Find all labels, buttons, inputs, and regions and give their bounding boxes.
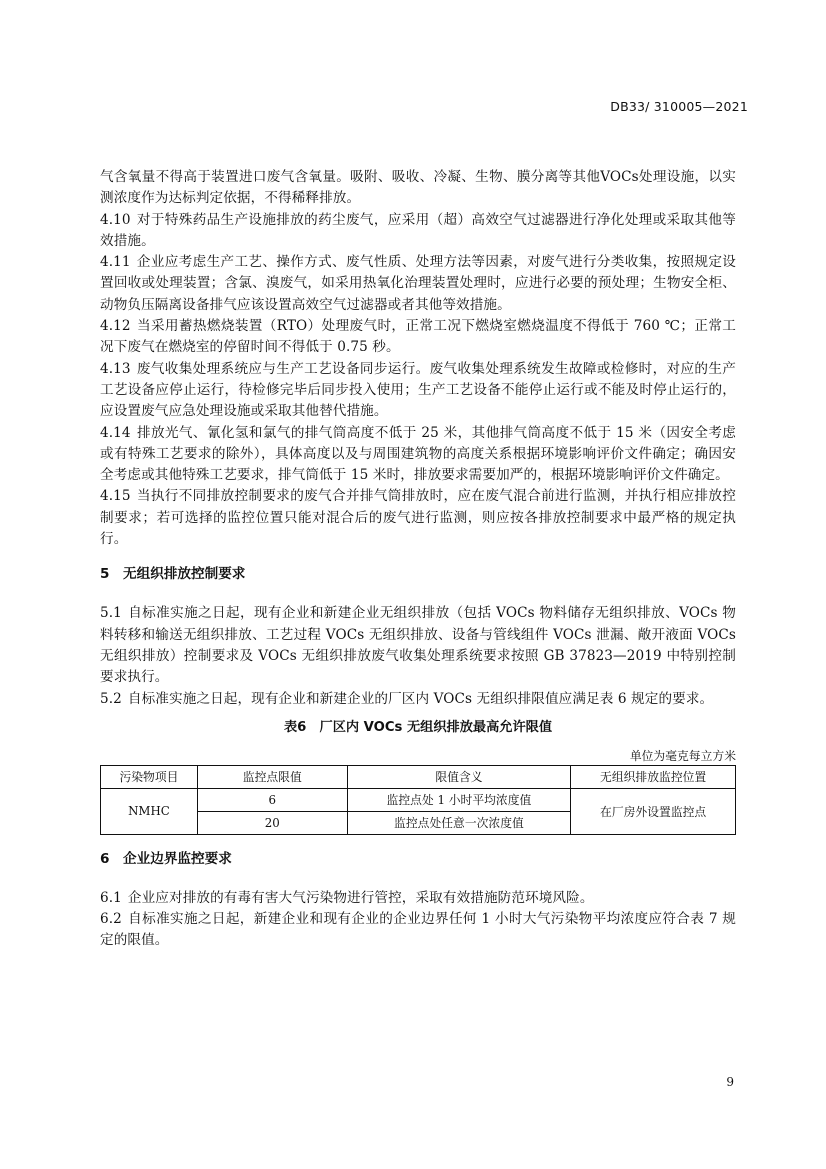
clause-5-1	[100, 603, 736, 688]
header-meaning: 限值含义	[347, 765, 571, 788]
clause-number: 5.2	[100, 690, 122, 707]
clause-4-12	[100, 316, 736, 359]
section-5-heading: 5 无组织排放控制要求	[100, 566, 246, 583]
clause-text: 企业应对排放的有毒有害大气污染物进行管控，采取有效措施防范环境风险。	[127, 889, 594, 906]
paragraph-continuation: 气含氧量不得高于装置进口废气含氧量。吸附、吸收、冷凝、生物、膜分离等其他VOCs处理设施，以实测浓度作为达标判定依据，不得稀释排放。	[100, 169, 736, 207]
cell-limit: 20	[197, 811, 347, 834]
table-6	[100, 765, 736, 835]
table-6-title: 表6 厂区内 VOCs 无组织排放最高允许限值	[283, 719, 553, 735]
table-header-row	[101, 765, 736, 788]
clause-6-1	[100, 888, 736, 909]
cell-limit: 6	[197, 788, 347, 811]
clause-number: 6.1	[100, 889, 122, 906]
cell-pollutant: NMHC	[101, 788, 198, 834]
header-limit: 监控点限值	[197, 765, 347, 788]
table-row	[101, 788, 736, 811]
clause-number: 4.12	[100, 318, 131, 335]
clause-text: 当执行不同排放控制要求的废气合并排气筒排放时，应在废气混合前进行监测，并执行相应排放控制要求；若可选择的监控位置只能对混合后的废气进行监测，则应按各排放控制要求中最严格的规定执行。	[100, 488, 736, 548]
clause-number: 4.15	[100, 488, 131, 505]
clause-text: 企业应考虑生产工艺、操作方式、废气性质、处理方法等因素，对废气进行分类收集，按照规定设置回收或处理装置；含氯、溴废气，如采用热氧化治理装置处理时，应进行必要的预处理；生物安全柜、动物负压隔离设备排气应该设置高效空气过滤器或者其他等效措施。	[100, 254, 736, 313]
clause-6-2	[100, 909, 736, 952]
clause-text: 当采用蓄热燃烧装置（RTO）处理废气时，正常工况下燃烧室燃烧温度不得低于 760 ℃；正常工况下废气在燃烧室的停留时间不得低于 0.75 秒。	[100, 318, 736, 356]
clause-4-15	[100, 486, 736, 550]
clause-number: 4.11	[100, 254, 131, 271]
clause-4-14	[100, 423, 736, 487]
clause-5-2	[100, 689, 736, 710]
clause-text: 自标准实施之日起，现有企业和新建企业无组织排放（包括 VOCs 物料储存无组织排放、VOCs 物料转移和输送无组织排放、工艺过程 VOCs 无组织排放、设备与管线组件 VOCs 泄漏、敞开液面 VOCs 无组织排放）控制要求及 VOCs 无组织排放废气收集处理系统要求按照 GB 37823—2019 中特别控制要求执行。	[100, 605, 736, 686]
clause-number: 4.13	[100, 360, 131, 377]
header-location: 无组织排放监控位置	[571, 765, 736, 788]
clause-text: 排放光气、氰化氢和氯气的排气筒高度不低于 25 米，其他排气筒高度不低于 15 米（因安全考虑或有特殊工艺要求的除外），具体高度以及与周围建筑物的高度关系根据环境影响评价文件确定；确因安全考虑或其他特殊工艺要求，排气筒低于 15 米时，排放要求需要加严的，根据环境影响评价文件确定。	[100, 424, 736, 484]
clause-text: 自标准实施之日起，现有企业和新建企业的厂区内 VOCs 无组织排限值应满足表 6 规定的要求。	[127, 690, 714, 707]
clause-4-11	[100, 252, 736, 316]
document-code: DB33/ 310005—2021	[610, 99, 748, 114]
clause-number: 5.1	[100, 605, 122, 622]
page-body	[100, 167, 736, 952]
clause-4-10	[100, 210, 736, 253]
clause-text: 自标准实施之日起，新建企业和现有企业的企业边界任何 1 小时大气污染物平均浓度应符合表 7 规定的限值。	[100, 911, 736, 949]
cell-meaning: 监控点处任意一次浓度值	[347, 811, 571, 834]
clause-text: 对于特殊药品生产设施排放的药尘废气，应采用（超）高效空气过滤器进行净化处理或采取其他等效措施。	[100, 211, 736, 249]
cell-location: 在厂房外设置监控点	[571, 788, 736, 834]
table-6-unit: 单位为毫克每立方米	[629, 748, 736, 763]
page-number: 9	[726, 1075, 734, 1089]
clause-number: 4.10	[100, 211, 131, 228]
clause-number: 4.14	[100, 424, 131, 441]
clause-number: 6.2	[100, 911, 122, 928]
cell-meaning: 监控点处 1 小时平均浓度值	[347, 788, 571, 811]
header-pollutant: 污染物项目	[101, 765, 198, 788]
clause-text: 废气收集处理系统应与生产工艺设备同步运行。废气收集处理系统发生故障或检修时，对应的生产工艺设备应停止运行，待检修完毕后同步投入使用；生产工艺设备不能停止运行或不能及时停止运行的，应设置废气应急处理设施或采取其他替代措施。	[100, 360, 736, 420]
clause-4-13	[100, 359, 736, 423]
section-6-heading: 6 企业边界监控要求	[100, 850, 232, 867]
